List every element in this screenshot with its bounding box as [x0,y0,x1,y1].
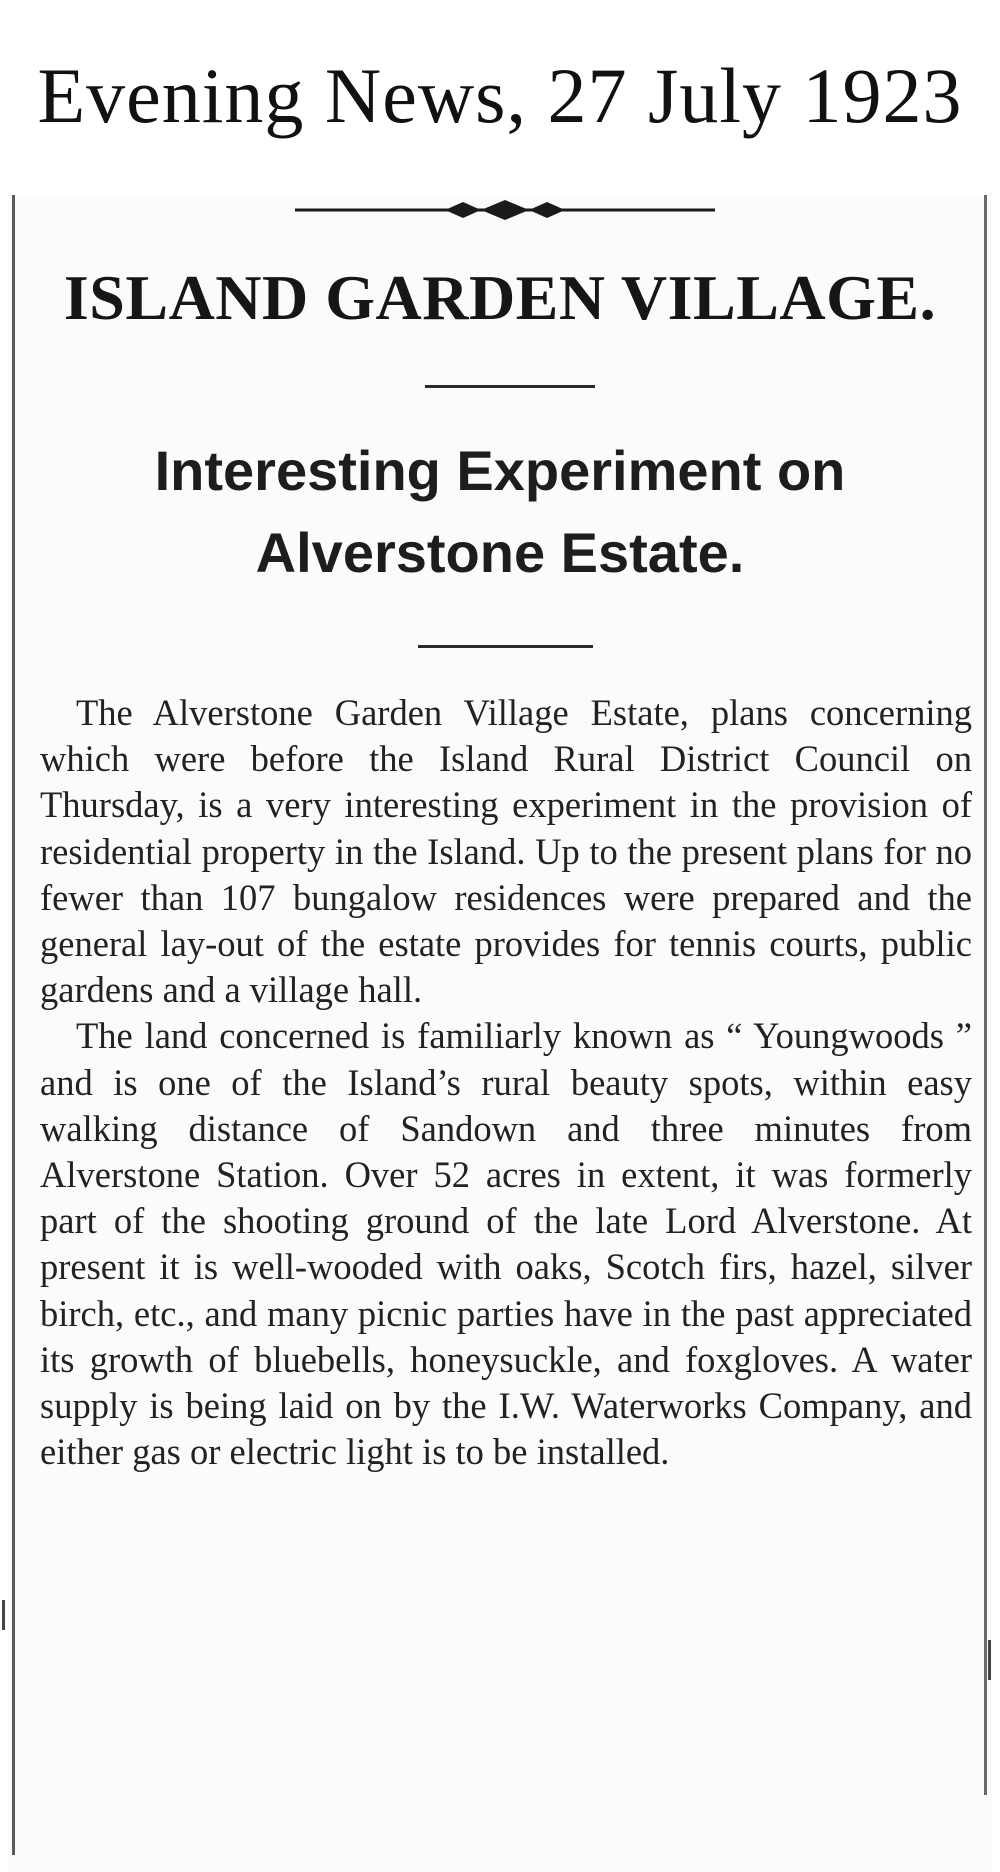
body-paragraph: The Alverstone Garden Village Estate, plans concerning which were before the Island Rural District Council on Thursday, is a very interesting experiment in the provision of residential property in the Island. Up to the present plans for no fewer than 107 bungalow residences were prepared and the general lay-out of the estate provides for tennis courts, public gardens and a village hall. [40,692,972,1011]
subheading-line-2: Alverstone Estate. [255,521,745,584]
article-headline: ISLAND GARDEN VILLAGE. [63,262,937,333]
body-paragraph: The land concerned is familiarly known as “ Youngwoods ” and is one of the Island’s rural beauty spots, within easy walking distance of Sandown and three minutes from Alverstone Station. Over 52 acres in extent, it was formerly part of the shooting ground of the late Lord Alverstone. At present it is well-wooded with oaks, Scotch firs, hazel, silver birch, etc., and many picnic parties have in the past appreciated its growth of bluebells, honeysuckle, and foxgloves. A water supply is being laid on by the I.W. Waterworks Company, and either gas or electric light is to be installed. [40,1015,972,1473]
article-subheading [60,430,940,594]
ornament-divider-icon [295,196,715,224]
subheading-line-1: Interesting Experiment on [154,439,846,502]
column-rule-right [984,195,987,1795]
subheading-rule [418,645,593,648]
caption-band [0,0,1000,195]
newspaper-caption: Evening News, 27 July 1923 [37,52,963,139]
article-body [40,690,972,1475]
scan-edge-mark [988,1640,991,1680]
scan-edge-mark [2,1600,5,1630]
column-rule-left [12,195,15,1855]
headline-rule [425,385,595,388]
